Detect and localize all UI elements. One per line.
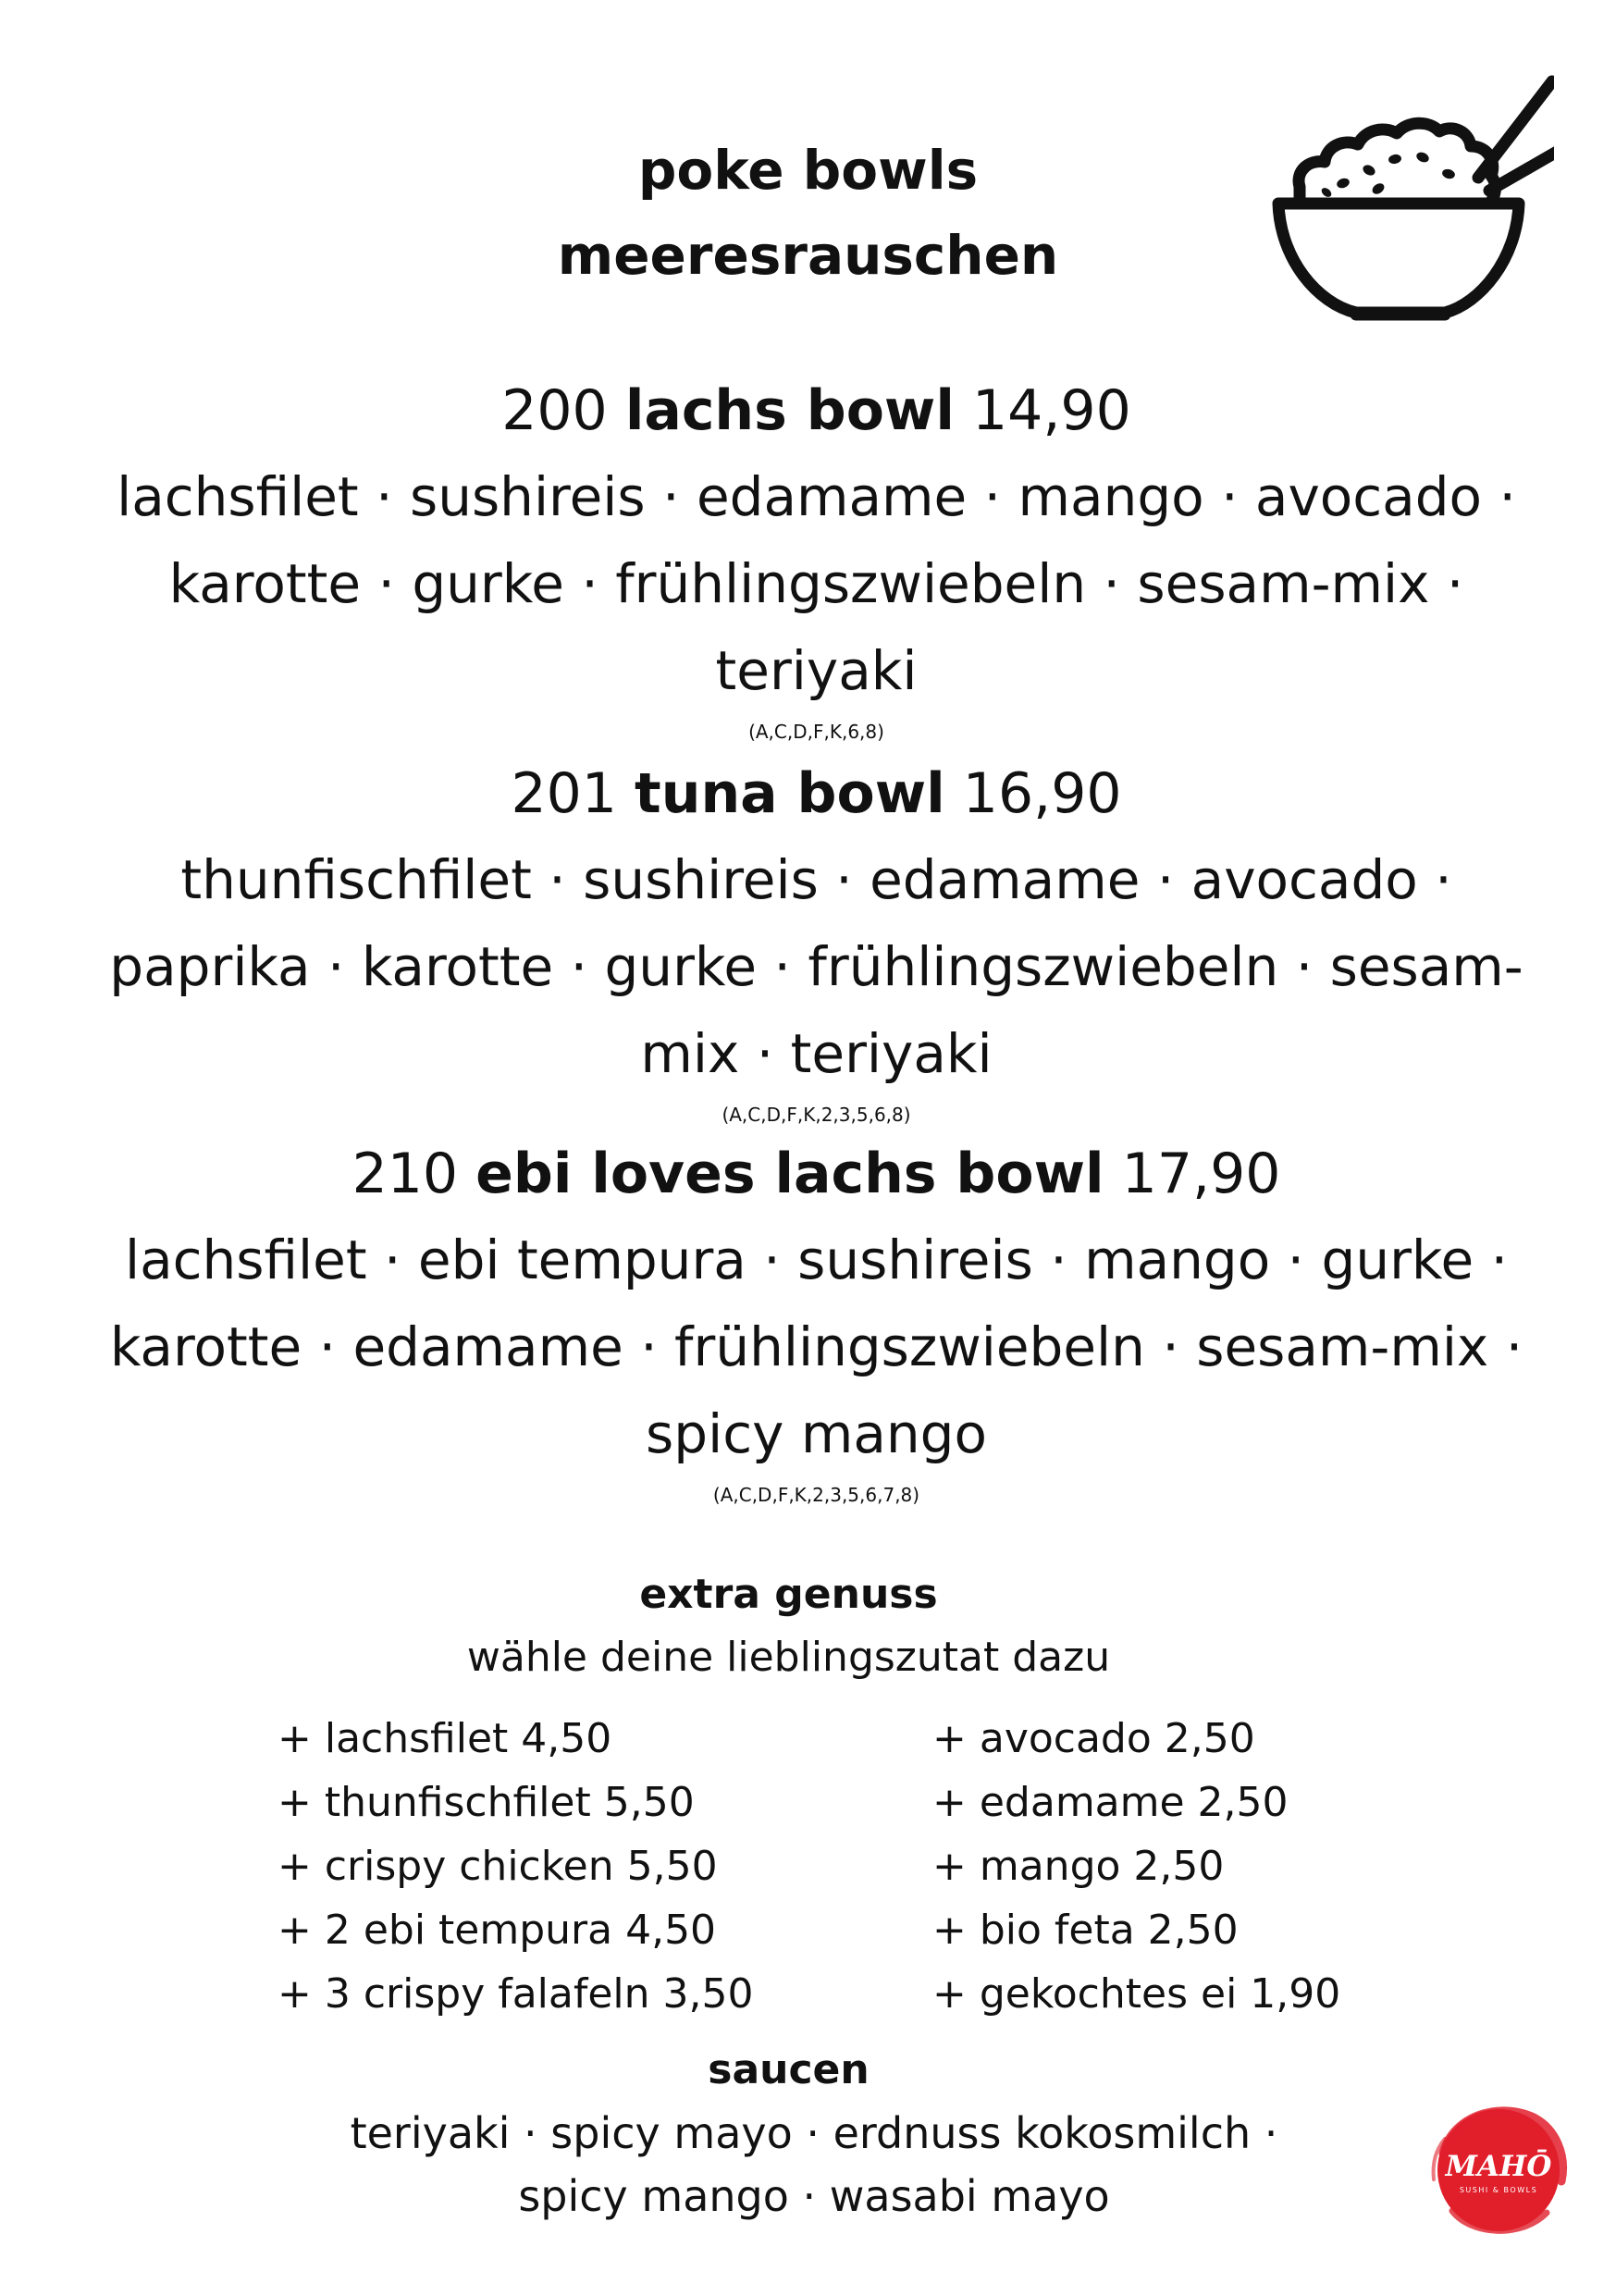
extra-item: + lachsfilet 4,50 bbox=[278, 1715, 612, 1762]
item-number: 201 bbox=[511, 761, 617, 826]
ingredients-line: lachsfilet · sushireis · edamame · mango · avocado · bbox=[117, 465, 1516, 528]
item-number: 200 bbox=[501, 378, 608, 443]
ingredients-line: karotte · edamame · frühlingszwiebeln · sesam-mix · bbox=[109, 1315, 1523, 1378]
sauces-list bbox=[0, 2102, 1616, 2228]
extras-title: extra genuss bbox=[639, 1571, 938, 1618]
ingredients-line: teriyaki bbox=[715, 639, 918, 702]
item-ingredients bbox=[74, 1216, 1559, 1477]
title-line-1: poke bowls bbox=[637, 139, 979, 202]
menu-item-201 bbox=[74, 751, 1559, 1129]
item-heading bbox=[74, 751, 1559, 836]
ingredients-line: thunfischfilet · sushireis · edamame · avocado · bbox=[180, 848, 1452, 911]
item-allergens: (A,C,D,F,K,2,3,5,6,8) bbox=[722, 1104, 911, 1126]
item-number: 210 bbox=[352, 1142, 459, 1206]
bowl-body bbox=[1278, 204, 1519, 313]
menu-item-200 bbox=[74, 368, 1559, 746]
extra-item: + gekochtes ei 1,90 bbox=[932, 1970, 1341, 2018]
title-line-2: meeresrauschen bbox=[557, 224, 1059, 287]
logo-subtext: SUSHI & BOWLS bbox=[1459, 2186, 1538, 2194]
item-ingredients bbox=[74, 453, 1559, 714]
sauces-title: saucen bbox=[708, 2046, 870, 2093]
item-ingredients bbox=[74, 836, 1559, 1097]
extra-item: + avocado 2,50 bbox=[932, 1715, 1255, 1762]
extra-item: + 2 ebi tempura 4,50 bbox=[278, 1907, 717, 1954]
ingredients-line: paprika · karotte · gurke · frühlingszwiebeln · sesam- bbox=[109, 935, 1523, 998]
logo-text: MAHŌ bbox=[1445, 2150, 1552, 2183]
extra-item: + bio feta 2,50 bbox=[932, 1907, 1239, 1954]
item-heading bbox=[74, 368, 1559, 453]
item-name: ebi loves lachs bowl bbox=[475, 1142, 1104, 1206]
item-price: 17,90 bbox=[1121, 1142, 1281, 1206]
ingredients-line: karotte · gurke · frühlingszwiebeln · sesam-mix · bbox=[168, 552, 1464, 615]
item-allergens: (A,C,D,F,K,2,3,5,6,7,8) bbox=[712, 1484, 920, 1506]
item-price: 14,90 bbox=[972, 378, 1131, 443]
menu-item-210 bbox=[74, 1131, 1559, 1509]
item-heading bbox=[74, 1131, 1559, 1216]
extra-item: + edamame 2,50 bbox=[932, 1779, 1289, 1826]
ingredients-line: lachsfilet · ebi tempura · sushireis · mango · gurke · bbox=[124, 1228, 1509, 1291]
item-price: 16,90 bbox=[962, 761, 1122, 826]
extra-item: + thunfischfilet 5,50 bbox=[278, 1779, 695, 1826]
item-name: tuna bowl bbox=[635, 761, 945, 826]
rice-bowl-icon bbox=[1267, 56, 1554, 333]
ingredients-line: spicy mango bbox=[646, 1402, 987, 1465]
maho-logo bbox=[1425, 2096, 1573, 2244]
sauces-line-2: spicy mango · wasabi mayo bbox=[518, 2171, 1110, 2221]
extra-item: + 3 crispy falafeln 3,50 bbox=[278, 1970, 754, 2018]
extras-list-right bbox=[932, 1707, 1340, 2026]
extras-list-left bbox=[278, 1707, 754, 2026]
item-allergens: (A,C,D,F,K,6,8) bbox=[748, 721, 884, 743]
extras-subtitle: wähle deine lieblingszutat dazu bbox=[466, 1634, 1111, 1681]
sauces-line-1: teriyaki · spicy mayo · erdnuss kokosmilch · bbox=[350, 2108, 1278, 2158]
ingredients-line: mix · teriyaki bbox=[640, 1022, 993, 1085]
extra-item: + mango 2,50 bbox=[932, 1843, 1225, 1890]
item-name: lachs bowl bbox=[624, 378, 955, 443]
extra-item: + crispy chicken 5,50 bbox=[278, 1843, 718, 1890]
